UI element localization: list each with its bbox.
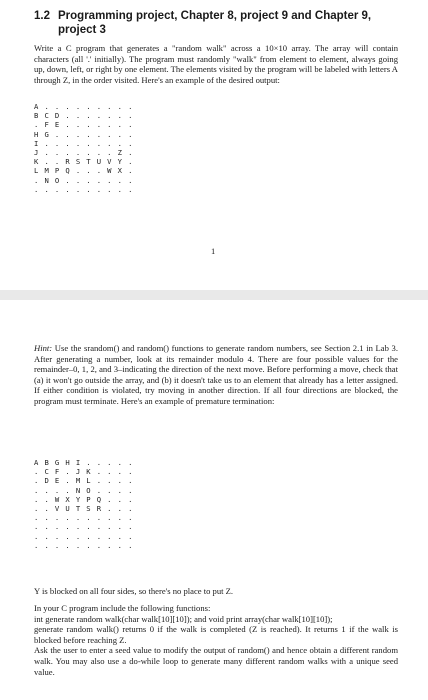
grid-row: . C F . J K . . . . xyxy=(34,467,134,477)
page-number: 1 xyxy=(211,246,216,256)
grid-row: . . V U T S R . . . xyxy=(34,504,134,514)
hint-text: Use the srandom() and random() functions to generate random numbers, see Section 2.1 in Lab 3. After generating a number, look at its remainder modulo 4. There are four possible values for the remainder–0, 1, 2, and 3–indicating the direction of the next move. Before performing a move, check that (a) it won't go outside the array, and (b) it doesn't take us to an element that already has a letter assigned. If either condition is violated, try moving in another direction. If all four directions are blocked, the program must terminate. Here's an example of premature termination: xyxy=(34,343,398,406)
functions-line: Ask the user to enter a seed value to modify the output of random() and hence obtain a different random walk. You may also use a do-while loop to generate many different random walks with a unique seed value. xyxy=(34,645,398,677)
termination-walk-grid xyxy=(34,458,133,550)
intro-paragraph: Write a C program that generates a "random walk" across a 10×10 array. The array will contain characters (all '.' initially). The program must randomly "walk" from element to element, always going up, down, left, or right by one element. The elements visited by the program will be labeled with letters A through Z, in the order visited. Here's an example of the desired output: xyxy=(34,43,398,85)
grid-row: . . W X Y P Q . . . xyxy=(34,494,134,504)
page-one xyxy=(0,0,428,290)
hint-paragraph xyxy=(34,343,398,407)
functions-paragraph xyxy=(34,603,398,677)
grid-row: K . . R S T U V Y . xyxy=(34,157,134,167)
functions-line: int generate random walk(char walk[10][10]); and void print array(char walk[10][10]); xyxy=(34,613,333,624)
section-number: 1.2 xyxy=(34,10,50,22)
grid-row: . . . . . . . . . . xyxy=(34,531,134,541)
grid-row: . . . . . . . . . . xyxy=(34,522,134,532)
section-title: Programming project, Chapter 8, project 9 and Chapter 9, project 3 xyxy=(58,10,372,36)
grid-row: B C D . . . . . . . xyxy=(34,111,134,121)
grid-row: A . . . . . . . . . xyxy=(34,102,134,111)
grid-row: . . . . . . . . . . xyxy=(34,540,134,550)
grid-row: . N O . . . . . . . xyxy=(34,175,134,185)
blocked-note: Y is blocked on all four sides, so there's no place to put Z. xyxy=(34,586,234,596)
grid-row: H G . . . . . . . . xyxy=(34,129,134,139)
functions-line: generate random walk() returns 0 if the walk is completed (Z is reached). It returns 1 if the walk is blocked before reaching Z. xyxy=(34,624,398,645)
grid-row: . . . . . . . . . . xyxy=(34,184,134,194)
grid-row: I . . . . . . . . . xyxy=(34,138,134,148)
hint-label: Hint: xyxy=(34,343,53,353)
grid-row: . F E . . . . . . . xyxy=(34,120,134,130)
grid-row: . . . . N O . . . . xyxy=(34,485,134,495)
example-walk-grid xyxy=(34,102,133,194)
functions-line: In your C program include the following functions: xyxy=(34,603,211,613)
grid-row: J . . . . . . . Z . xyxy=(34,148,134,158)
page-two xyxy=(0,300,428,700)
grid-row: . . . . . . . . . . xyxy=(34,513,134,523)
grid-row: L M P Q . . . W X . xyxy=(34,166,134,176)
grid-row: . D E . M L . . . . xyxy=(34,476,134,486)
grid-row: A B G H I . . . . . xyxy=(34,458,134,467)
